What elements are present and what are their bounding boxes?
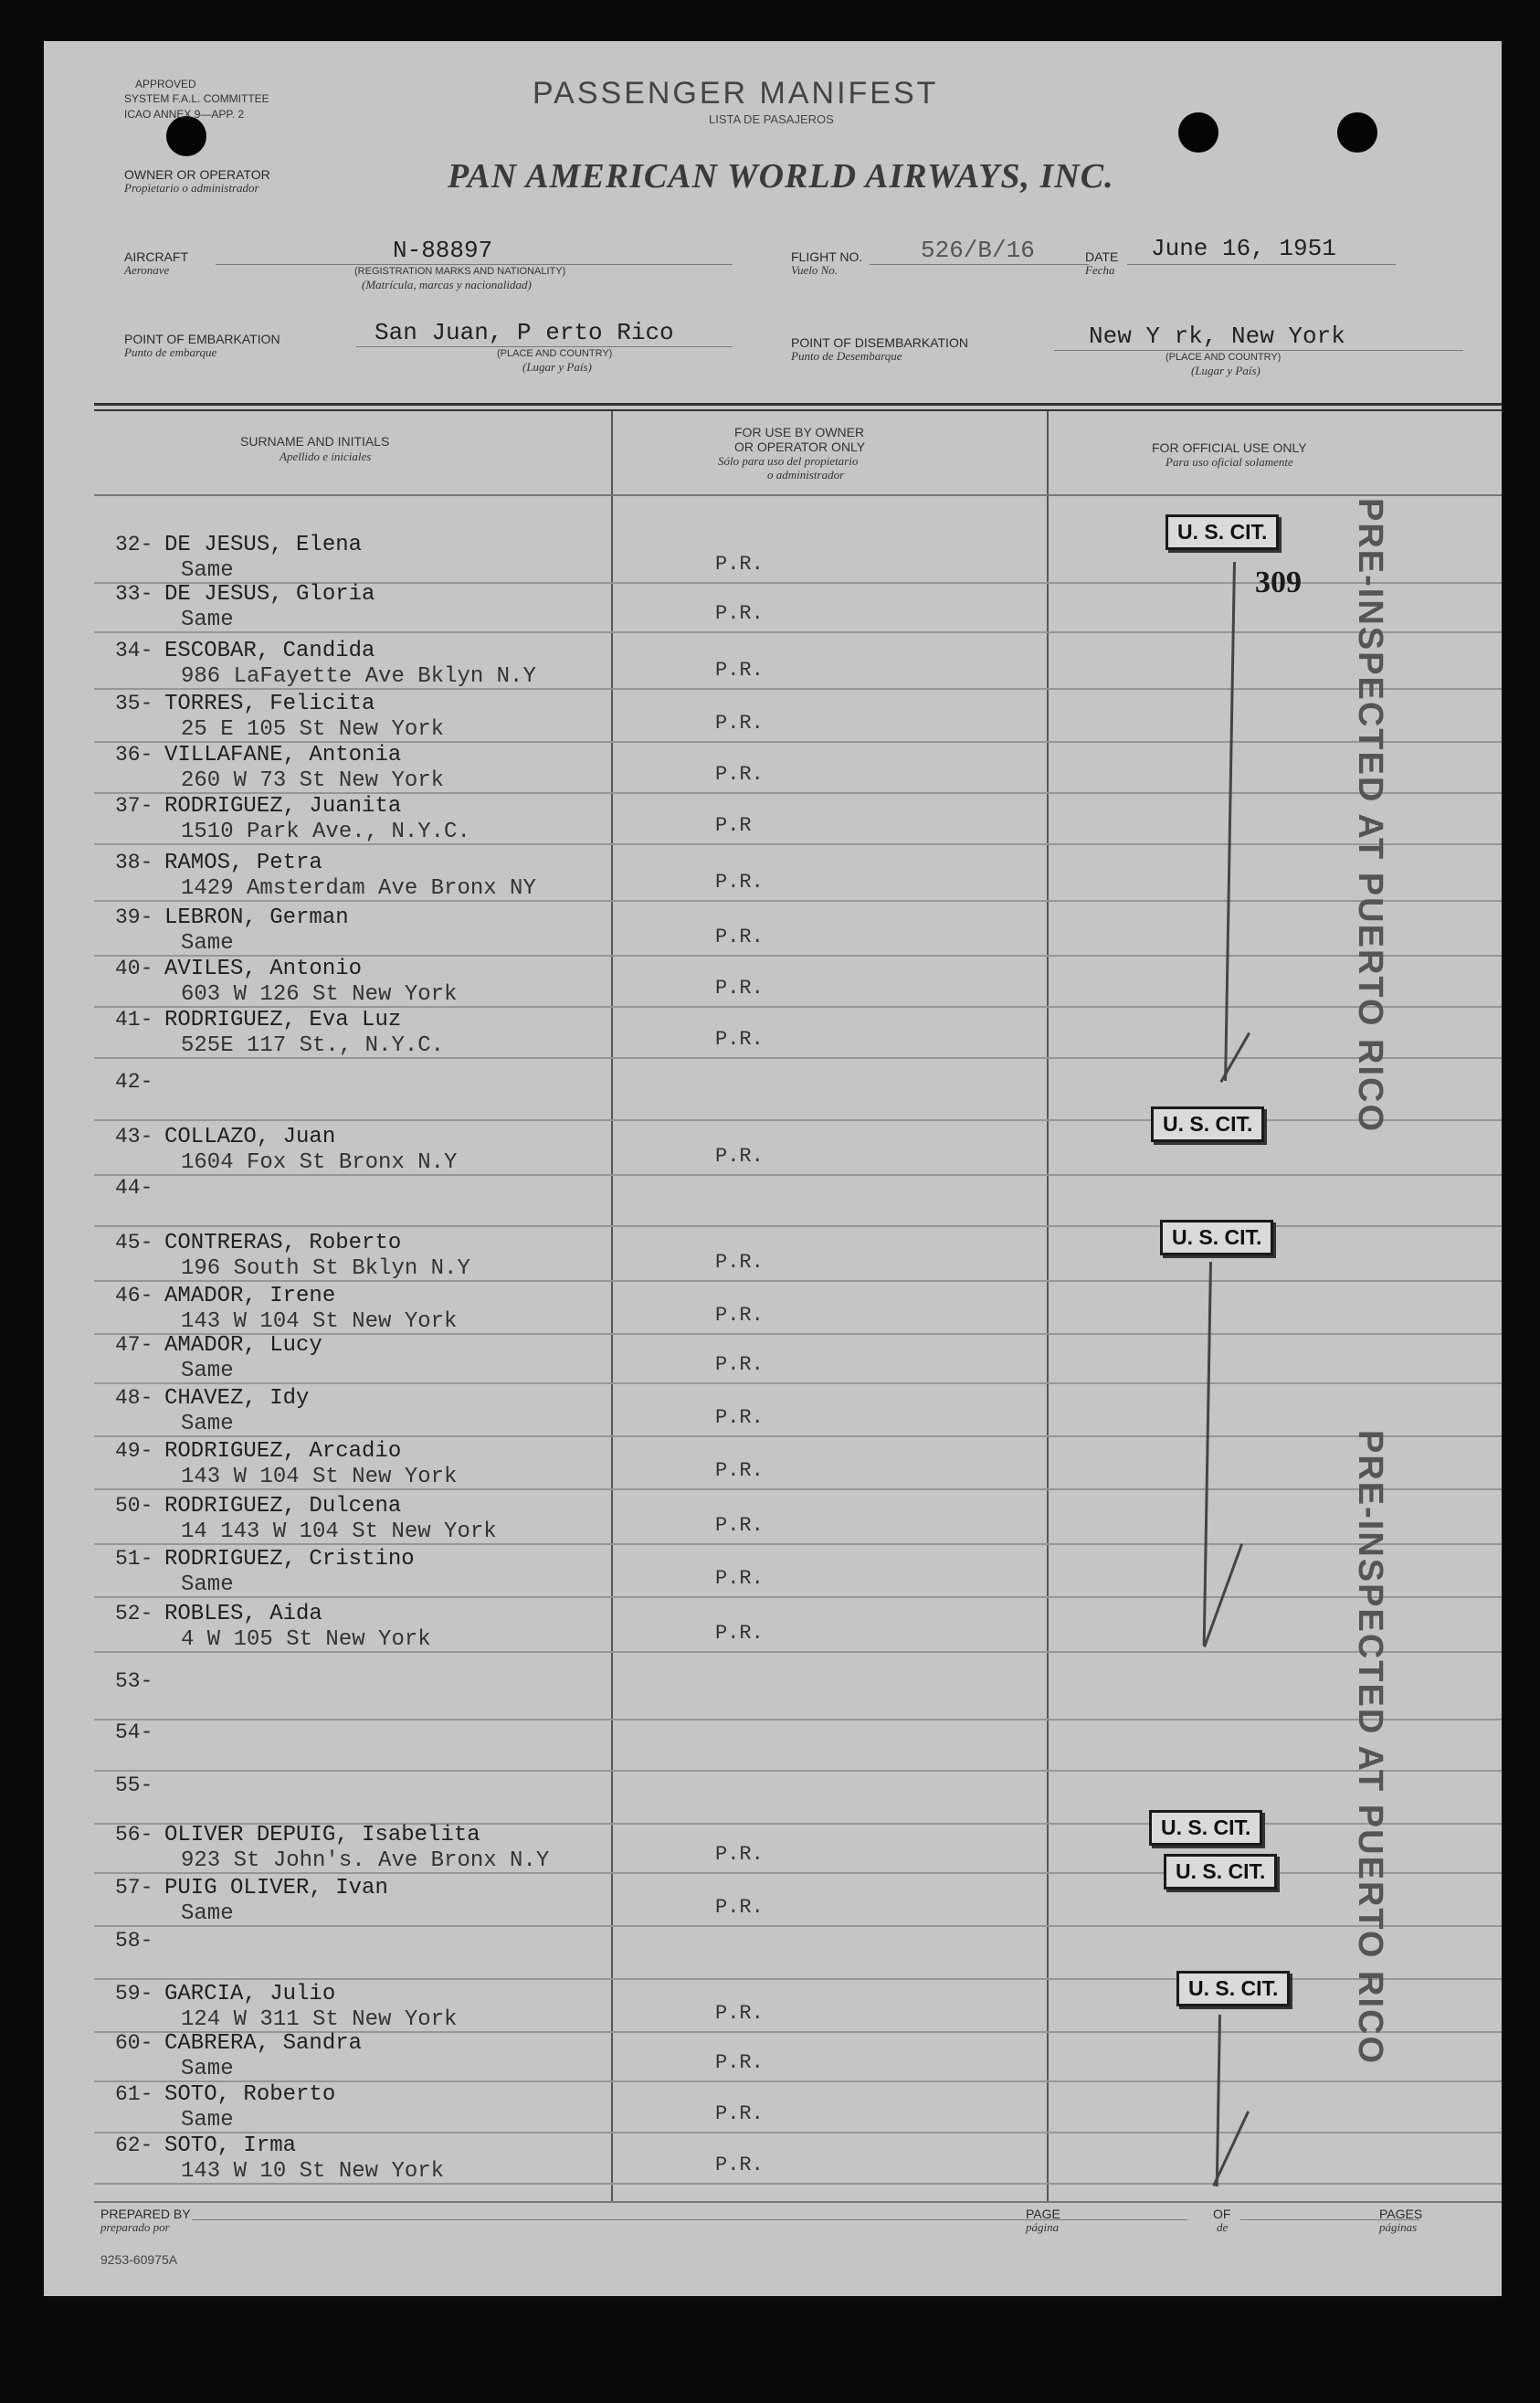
aircraft-value: N-88897 [393,237,493,264]
owner-use-code: P.R. [715,1251,764,1274]
passenger-address: Same [181,1901,234,1926]
passenger-name: ESCOBAR, Candida [164,639,375,663]
date-value: June 16, 1951 [1151,235,1336,262]
owner-use-code: P.R. [715,1304,764,1327]
passenger-address: 4 W 105 St New York [181,1627,431,1652]
row-number: 61- [115,2082,153,2106]
form-title-sub: LISTA DE PASAJEROS [709,112,834,126]
passenger-address: 196 South St Bklyn N.Y [181,1256,470,1281]
table-top-rule-2 [94,409,1502,411]
row-rule [94,1925,1502,1927]
passenger-name: LEBRON, German [164,905,349,930]
passenger-name: AMADOR, Lucy [164,1333,322,1358]
passenger-address: 260 W 73 St New York [181,768,445,793]
owner-use-code: P.R. [715,1843,764,1866]
passenger-address: 143 W 10 St New York [181,2159,445,2184]
passenger-name: RODRIGUEZ, Arcadio [164,1439,402,1464]
aircraft-label: AIRCRAFT [124,249,188,264]
passenger-address: 1604 Fox St Bronx N.Y [181,1150,458,1175]
passenger-name: CHAVEZ, Idy [164,1386,310,1411]
passenger-address: 143 W 104 St New York [181,1465,458,1489]
col-owner-head-sub1: Sólo para uso del propietario [718,454,859,468]
owner-use-code: P.R. [715,602,764,625]
passenger-name: COLLAZO, Juan [164,1125,336,1149]
passenger-name: RODRIGUEZ, Eva Luz [164,1008,402,1032]
check-line [1203,1262,1212,1646]
flight-label-sub: Vuelo No. [791,263,839,277]
owner-use-code: P.R. [715,1028,764,1051]
prepared-label: PREPARED BY [100,2207,191,2221]
us-cit-stamp: U. S. CIT. [1166,514,1279,550]
flight-label: FLIGHT NO. [791,249,863,264]
owner-use-code: P.R. [715,1896,764,1919]
embark-place-note-sub: (Lugar y País) [522,360,592,374]
pages-label: PAGES [1379,2207,1423,2221]
flight-value: 526/B/16 [921,237,1035,264]
disembark-label-sub: Punto de Desembarque [791,349,902,363]
passenger-address: 124 W 311 St New York [181,2007,458,2032]
row-number: 55- [115,1773,153,1797]
punch-hole [166,116,206,156]
row-rule [94,1382,1502,1384]
passenger-address: Same [181,1412,234,1436]
page-label: PAGE [1026,2207,1060,2221]
passenger-name: RODRIGUEZ, Juanita [164,794,402,819]
passenger-address: 1510 Park Ave., N.Y.C. [181,820,470,844]
us-cit-stamp: U. S. CIT. [1164,1854,1277,1890]
row-number: 51- [115,1547,153,1571]
date-label-sub: Fecha [1085,263,1115,277]
official-count: 309 [1255,566,1302,599]
row-number: 45- [115,1231,153,1254]
manifest-sheet [44,41,1502,2296]
owner-use-code: P.R. [715,2002,764,2025]
owner-label: OWNER OR OPERATOR [124,167,270,182]
embark-place-note: (PLACE AND COUNTRY) [497,348,613,359]
passenger-address: 923 St John's. Ave Bronx N.Y [181,1848,550,1873]
row-rule [94,631,1502,633]
passenger-address: 525E 117 St., N.Y.C. [181,1033,445,1058]
row-number: 40- [115,957,153,980]
passenger-name: CABRERA, Sandra [164,2031,363,2056]
row-rule [94,1978,1502,1980]
footer-rule [94,2201,1502,2203]
row-rule [94,2132,1502,2133]
row-rule [94,1719,1502,1720]
row-number: 53- [115,1669,153,1693]
embark-line [356,346,733,347]
col-official-head-sub: Para uso oficial solamente [1166,455,1293,469]
disembark-value: New Y rk, New York [1089,323,1345,350]
row-number: 34- [115,639,153,662]
row-number: 36- [115,743,153,767]
of-label-sub: de [1217,2220,1229,2234]
owner-use-code: P.R. [715,977,764,1000]
disembark-label: POINT OF DISEMBARKATION [791,335,968,350]
row-number: 41- [115,1008,153,1032]
passenger-name: RAMOS, Petra [164,851,322,875]
preinspected-stamp: PRE-INSPECTED AT PUERTO RICO [1351,1430,1389,2066]
aircraft-note: (REGISTRATION MARKS AND NATIONALITY) [354,266,566,277]
row-number: 56- [115,1823,153,1847]
preinspected-stamp: PRE-INSPECTED AT PUERTO RICO [1351,498,1389,1134]
of-label: OF [1213,2207,1231,2221]
owner-use-code: P.R. [715,1514,764,1537]
owner-use-code: P.R. [715,871,764,894]
row-number: 52- [115,1602,153,1625]
row-number: 49- [115,1439,153,1463]
row-number: 43- [115,1125,153,1149]
owner-use-code: P.R. [715,2051,764,2074]
airline-name: PAN AMERICAN WORLD AIRWAYS, INC. [448,157,1114,196]
row-number: 48- [115,1386,153,1410]
page-label-sub: página [1026,2220,1060,2234]
disembark-place-note-sub: (Lugar y País) [1191,364,1260,377]
flight-line [870,264,1089,265]
col-owner-head-1: FOR USE BY OWNER [734,425,865,439]
passenger-name: SOTO, Irma [164,2133,297,2158]
date-label: DATE [1085,249,1119,264]
approval-line-2: SYSTEM F.A.L. COMMITTEE [124,92,269,105]
row-number: 42- [115,1070,153,1094]
row-rule [94,1435,1502,1437]
row-rule [94,1119,1502,1121]
passenger-address: 986 LaFayette Ave Bklyn N.Y [181,664,536,689]
passenger-address: 25 E 105 St New York [181,717,445,742]
row-number: 35- [115,692,153,715]
row-number: 60- [115,2031,153,2055]
row-number: 54- [115,1720,153,1744]
passenger-name: VILLAFANE, Antonia [164,743,402,767]
passenger-name: OLIVER DEPUIG, Isabelita [164,1823,480,1847]
col-surname-head: SURNAME AND INITIALS [240,434,390,449]
embark-value: San Juan, P erto Rico [374,319,674,346]
us-cit-stamp: U. S. CIT. [1160,1220,1273,1255]
approval-line-3: ICAO ANNEX 9—APP. 2 [124,108,245,121]
disembark-place-note: (PLACE AND COUNTRY) [1166,352,1282,363]
pages-label-sub: páginas [1379,2220,1418,2234]
date-line [1127,264,1396,265]
row-number: 44- [115,1176,153,1200]
passenger-name: TORRES, Felicita [164,692,375,716]
form-code: 9253-60975A [100,2252,178,2267]
row-number: 38- [115,851,153,874]
us-cit-stamp: U. S. CIT. [1151,1106,1264,1142]
aircraft-label-sub: Aeronave [124,263,170,277]
owner-use-code: P.R. [715,2102,764,2125]
check-line [1216,2015,1221,2186]
passenger-name: RODRIGUEZ, Cristino [164,1547,415,1572]
row-number: 33- [115,582,153,606]
row-number: 62- [115,2133,153,2157]
col-owner-head-2: OR OPERATOR ONLY [734,439,866,454]
owner-use-code: P.R. [715,1459,764,1482]
passenger-name: PUIG OLIVER, Ivan [164,1876,388,1900]
passenger-name: CONTRERAS, Roberto [164,1231,402,1255]
passenger-address: 603 W 126 St New York [181,982,458,1007]
owner-use-code: P.R. [715,659,764,682]
passenger-name: GARCIA, Julio [164,1982,336,2006]
row-number: 32- [115,533,153,556]
owner-use-code: P.R. [715,553,764,576]
passenger-name: SOTO, Roberto [164,2082,336,2107]
us-cit-stamp: U. S. CIT. [1149,1810,1262,1846]
passenger-name: DE JESUS, Gloria [164,582,375,607]
owner-use-code: P.R. [715,1406,764,1429]
passenger-address: Same [181,2108,234,2133]
embark-label: POINT OF EMBARKATION [124,332,280,346]
owner-use-code: P.R. [715,1567,764,1590]
passenger-name: RODRIGUEZ, Dulcena [164,1494,402,1519]
punch-hole [1178,112,1218,153]
header-bottom-rule [94,494,1502,496]
column-divider-1 [611,411,613,2202]
prepared-label-sub: preparado por [100,2220,170,2234]
form-title: PASSENGER MANIFEST [533,76,939,111]
approval-line-1: APPROVED [135,78,196,90]
passenger-address: Same [181,1359,234,1383]
owner-use-code: P.R. [715,926,764,948]
punch-hole [1337,112,1377,153]
aircraft-line [216,264,733,265]
col-owner-head-sub2: o administrador [767,468,845,482]
passenger-address: 1429 Amsterdam Ave Bronx NY [181,876,536,901]
row-rule [94,1225,1502,1227]
owner-use-code: P.R. [715,763,764,786]
disembark-line [1054,350,1463,351]
row-number: 47- [115,1333,153,1357]
row-number: 46- [115,1284,153,1307]
table-top-rule [94,403,1502,406]
row-number: 59- [115,1982,153,2006]
owner-use-code: P.R. [715,712,764,735]
owner-use-code: P.R. [715,1145,764,1168]
row-number: 57- [115,1876,153,1900]
owner-use-code: P.R. [715,2154,764,2176]
col-official-head: FOR OFFICIAL USE ONLY [1152,440,1307,455]
passenger-name: ROBLES, Aida [164,1602,322,1626]
row-number: 37- [115,794,153,818]
col-surname-head-sub: Apellido e iniciales [280,450,372,463]
passenger-name: AVILES, Antonio [164,957,363,981]
passenger-address: Same [181,931,234,956]
passenger-address: Same [181,2057,234,2081]
passenger-address: Same [181,558,234,583]
passenger-address: Same [181,1572,234,1597]
passenger-address: 14 143 W 104 St New York [181,1519,497,1544]
owner-label-sub: Propietario o administrador [124,181,259,195]
row-number: 39- [115,905,153,929]
aircraft-note-sub: (Matrícula, marcas y nacionalidad) [362,278,532,291]
row-rule [94,1596,1502,1598]
passenger-address: Same [181,608,234,632]
passenger-name: AMADOR, Irene [164,1284,336,1308]
owner-use-code: P.R. [715,1353,764,1376]
row-rule [94,1770,1502,1772]
passenger-name: DE JESUS, Elena [164,533,363,557]
owner-use-code: P.R [715,814,752,837]
embark-label-sub: Punto de embarque [124,345,217,359]
check-line [1224,562,1236,1081]
us-cit-stamp: U. S. CIT. [1176,1971,1290,2006]
row-number: 50- [115,1494,153,1518]
owner-use-code: P.R. [715,1622,764,1645]
column-divider-2 [1047,411,1049,2202]
row-number: 58- [115,1929,153,1953]
passenger-address: 143 W 104 St New York [181,1309,458,1334]
